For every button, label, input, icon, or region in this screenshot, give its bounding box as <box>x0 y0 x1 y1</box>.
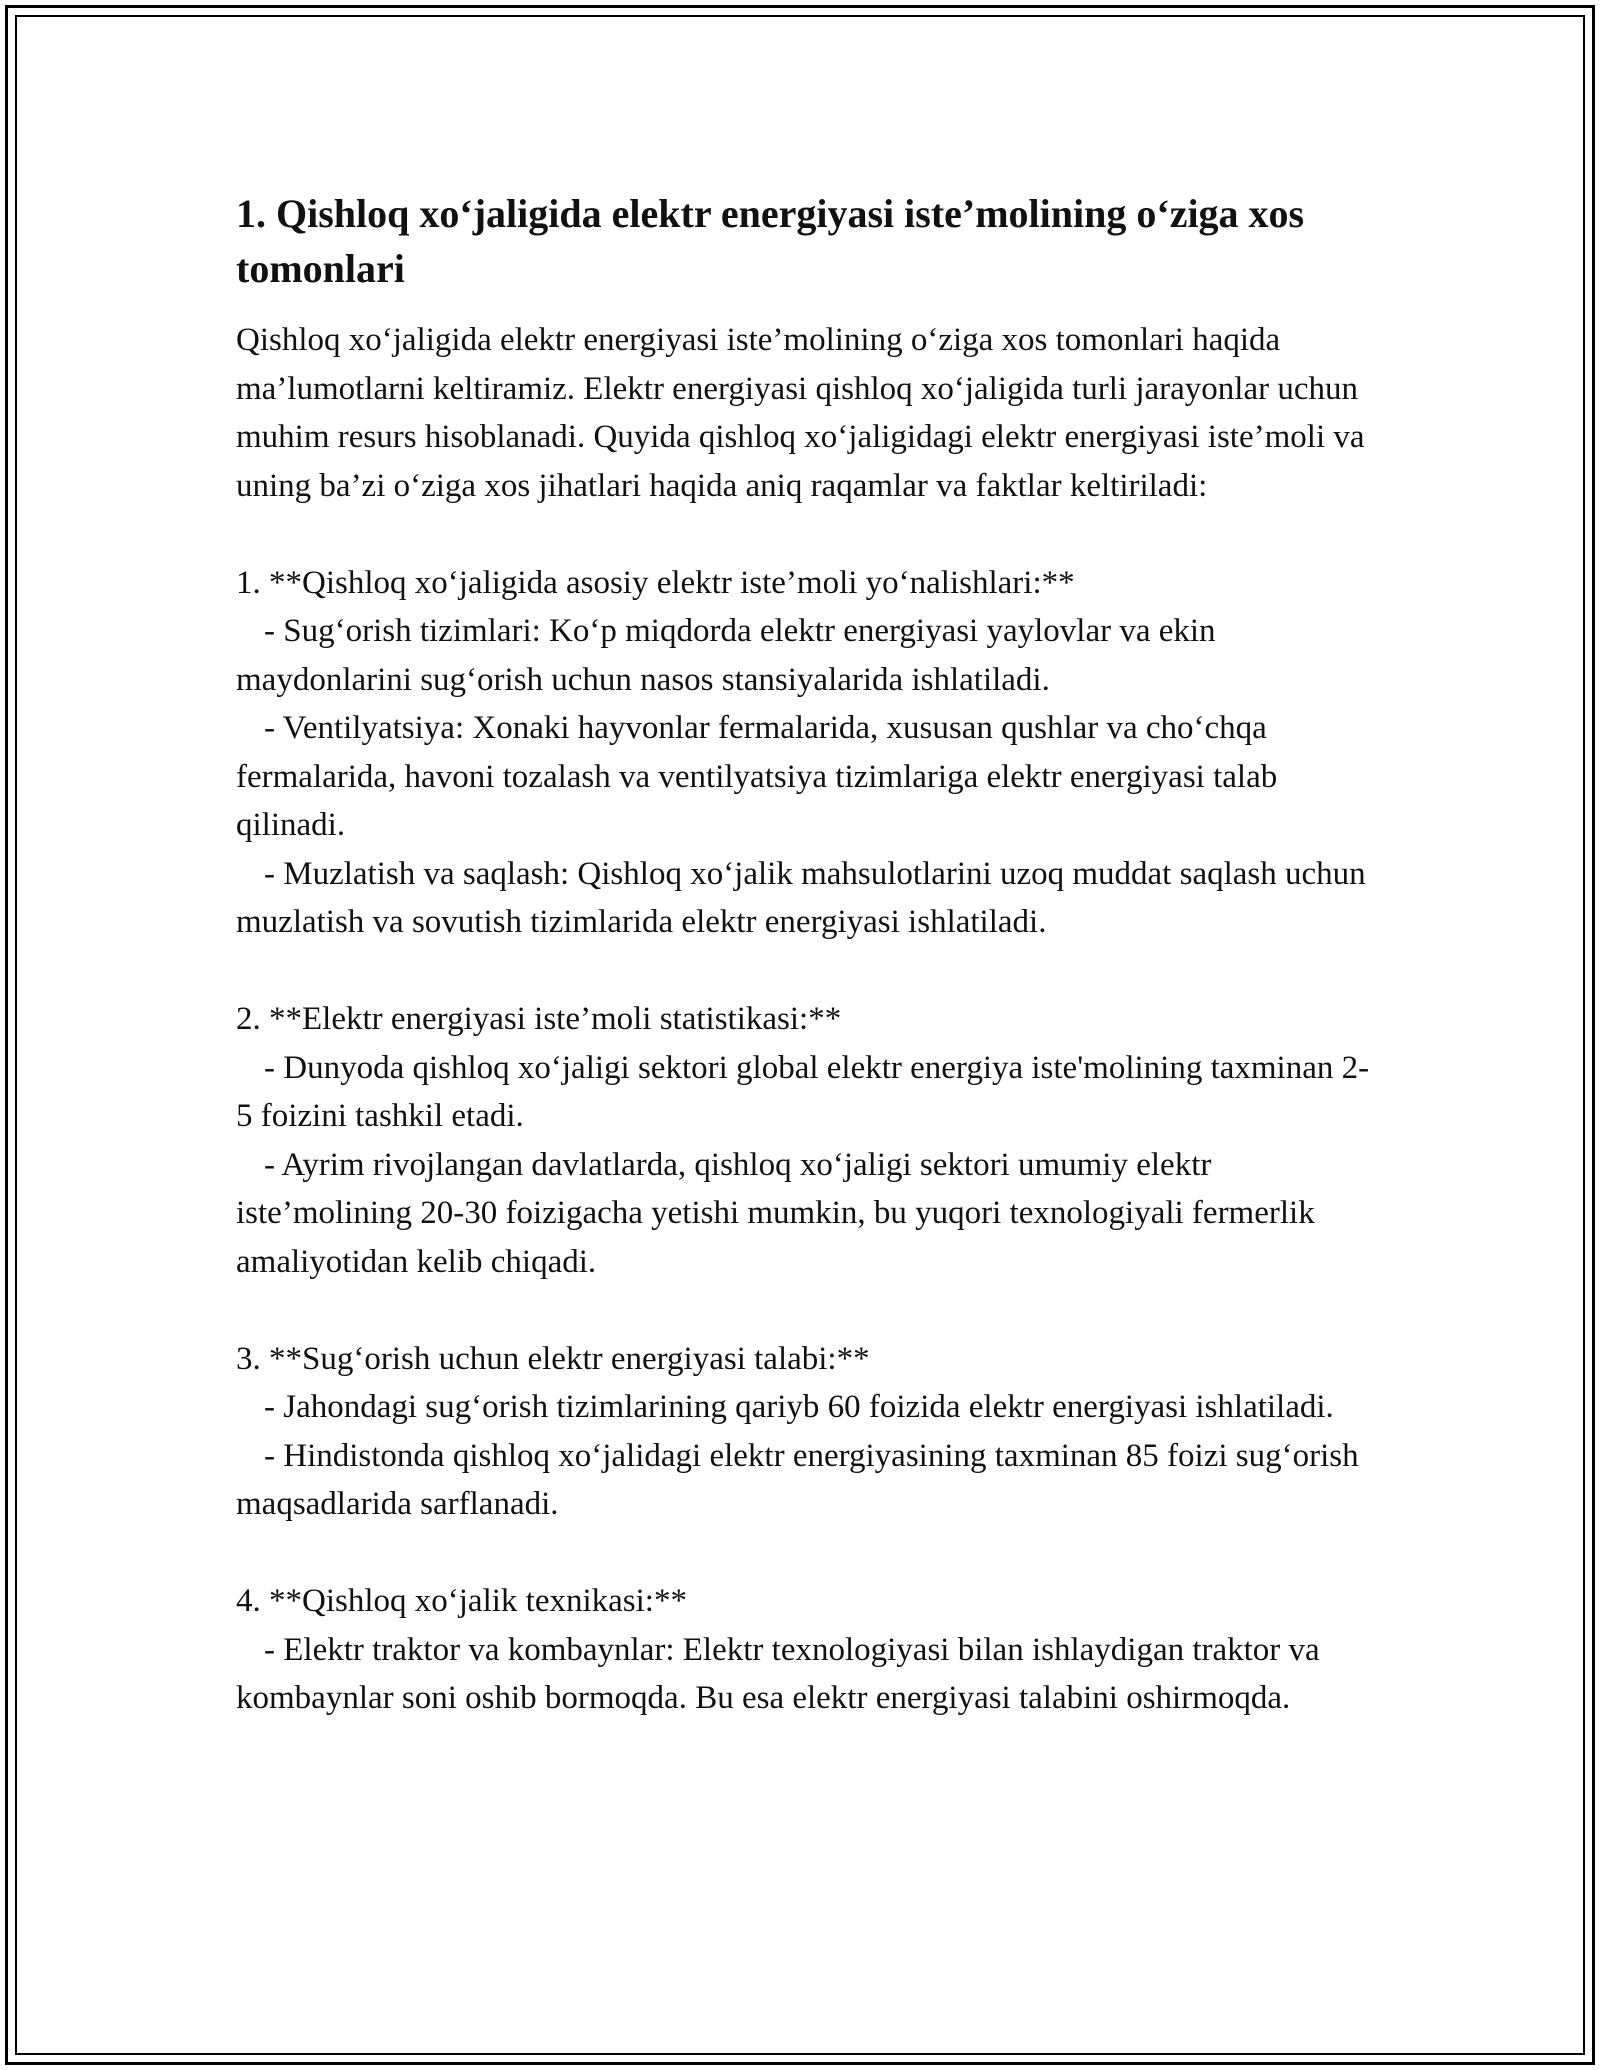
list-item: - Elektr traktor va kombaynlar: Elektr texnologiyasi bilan ishlaydigan traktor va kombaynlar soni oshib bormoqda. Bu esa elektr energiyasi talabini oshirmoqda. <box>236 1631 1320 1716</box>
list-item: - Dunyoda qishloq xo‘jaligi sektori global elektr energiya iste'molining taxminan 2-5 foizini tashkil etadi. <box>236 1049 1370 1134</box>
list-item: - Hindistonda qishloq xo‘jalidagi elektr energiyasining taxminan 85 foizi sug‘orish maqsadlarida sarflanadi. <box>236 1437 1359 1522</box>
spacer <box>236 1286 1376 1335</box>
list-item: - Ayrim rivojlangan davlatlarda, qishloq xo‘jaligi sektori umumiy elektr iste’molining 20-30 foizigacha yetishi mumkin, bu yuqori texnologiyali fermerlik amaliyotidan kelib chiqadi. <box>236 1146 1315 1280</box>
section-heading: 1. **Qishloq xo‘jaligida asosiy elektr iste’moli yo‘nalishlari:** <box>236 564 1075 601</box>
spacer <box>236 510 1376 559</box>
list-item: - Sug‘orish tizimlari: Ko‘p miqdorda elektr energiyasi yaylovlar va ekin maydonlarini sug‘orish uchun nasos stansiyalarida ishlatiladi. <box>236 613 1216 698</box>
list-item: - Muzlatish va saqlash: Qishloq xo‘jalik mahsulotlarini uzoq muddat saqlash uchun muzlatish va sovutish tizimlarida elektr energiyasi ishlatiladi. <box>236 855 1366 940</box>
section-heading: 2. **Elektr energiyasi iste’moli statistikasi:** <box>236 1001 842 1037</box>
intro-paragraph: Qishloq xo‘jaligida elektr energiyasi iste’molining o‘ziga xos tomonlari haqida ma’lumotlarni keltiramiz. Elektr energiyasi qishloq xo‘jaligida turli jarayonlar uchun muhim resurs hisoblanadi. Quyida qishloq xo‘jaligidagi elektr energiyasi iste’moli va uning ba’zi o‘ziga xos jihatlari haqida aniq raqamlar va faktlar keltiriladi: <box>236 322 1365 504</box>
document-body <box>236 186 1376 1723</box>
section-heading: 3. **Sug‘orish uchun elektr energiyasi talabi:** <box>236 1340 870 1377</box>
list-item: - Ventilyatsiya: Xonaki hayvonlar fermalarida, xususan qushlar va cho‘chqa fermalarida, havoni tozalash va ventilyatsiya tizimlariga elektr energiyasi talab qilinadi. <box>236 710 1278 843</box>
page-title: 1. Qishloq xo‘jaligida elektr energiyasi iste’molining o‘ziga xos tomonlari <box>236 191 1305 291</box>
spacer <box>236 1529 1376 1578</box>
spacer <box>236 947 1376 996</box>
list-item: - Jahondagi sug‘orish tizimlarining qariyb 60 foizida elektr energiyasi ishlatiladi. <box>264 1389 1334 1425</box>
section-heading: 4. **Qishloq xo‘jalik texnikasi:** <box>236 1583 687 1619</box>
